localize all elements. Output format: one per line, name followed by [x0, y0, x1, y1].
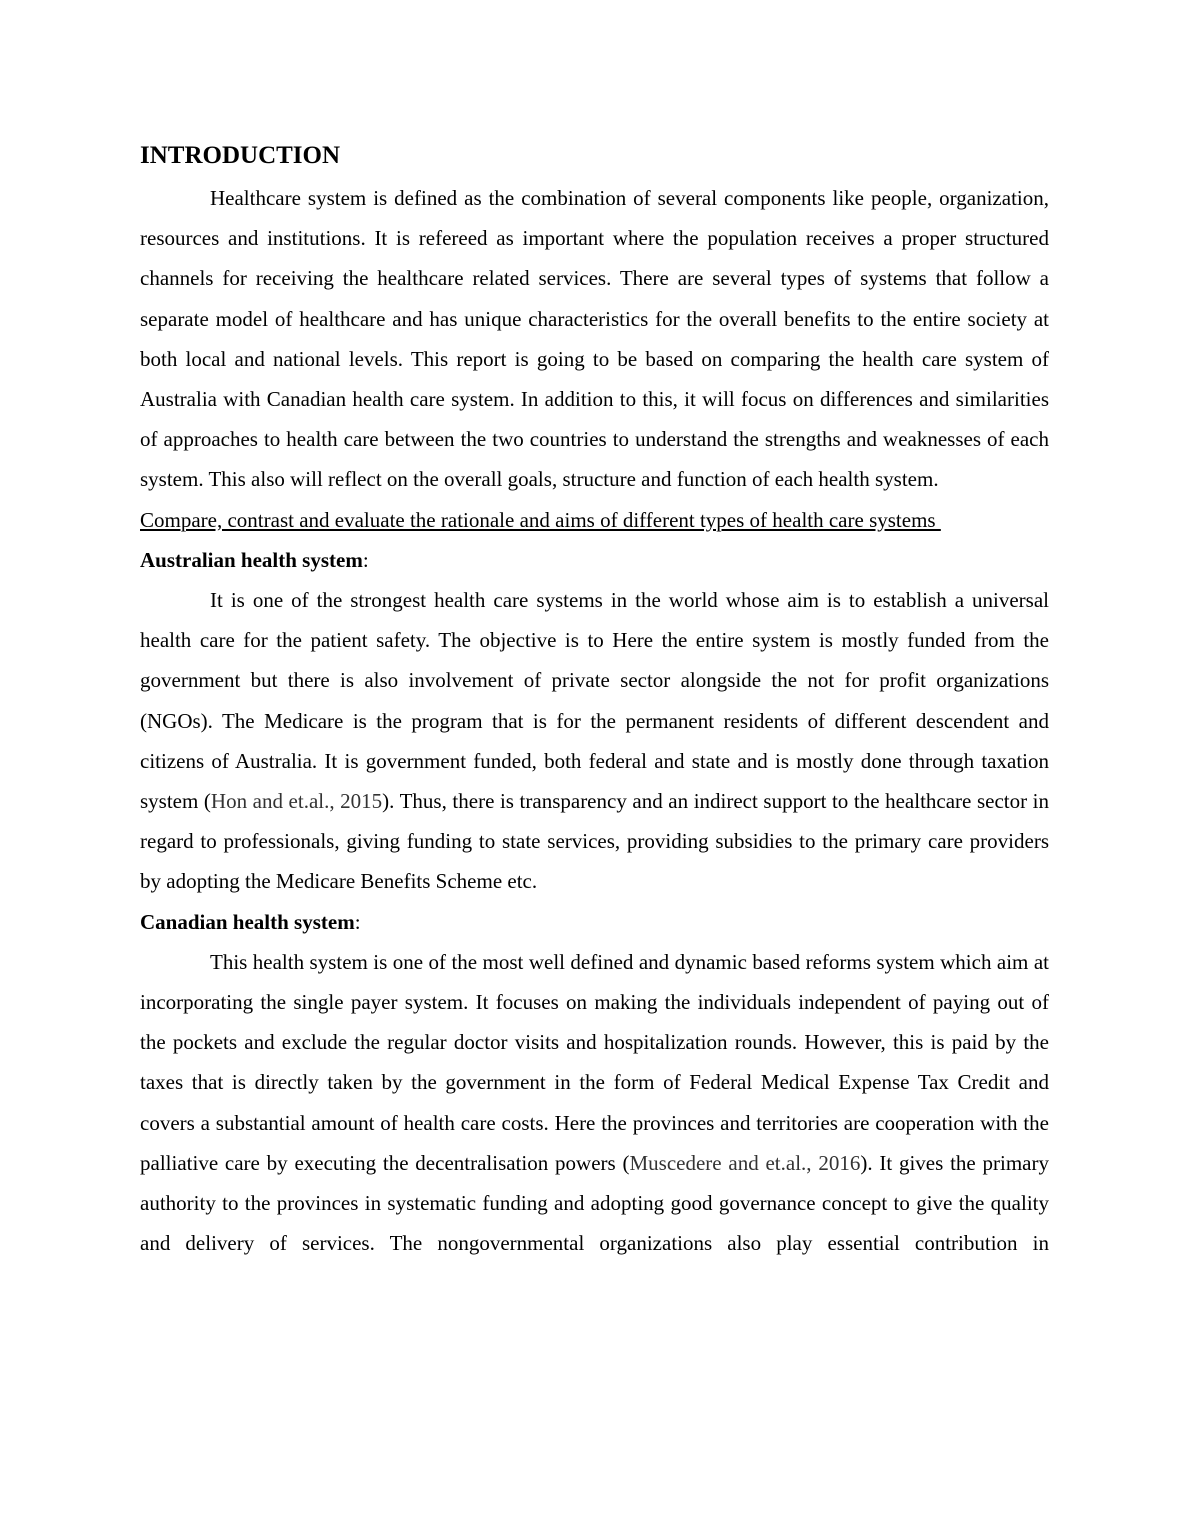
- australian-text-before: It is one of the strongest health care systems in the world whose aim is to establish a universal health care for the patient safety. The objective is to Here the entire system is mostly funded from the government but there is also involvement of private sector alongside the not for profit organizations (NGOs). The Medicare is the program that is for the permanent residents of different descendent and citizens of Australia. It is government funded, both federal and state and is mostly done through taxation system (: [140, 588, 1049, 814]
- introduction-paragraph: Healthcare system is defined as the combination of several components like people, organization, resources and institutions. It is refereed as important where the population receives a proper structured channels for receiving the healthcare related services. There are several types of systems that follow a separate model of healthcare and has unique characteristics for the overall benefits to the entire society at both local and national levels. This report is going to be based on comparing the health care system of Australia with Canadian health care system. In addition to this, it will focus on differences and similarities of approaches to health care between the two countries to understand the strengths and weaknesses of each system. This also will reflect on the overall goals, structure and function of each health system.: [140, 186, 1049, 492]
- canadian-text-before: This health system is one of the most well defined and dynamic based reforms system which aim at incorporating the single payer system. It focuses on making the individuals independent of paying out of the pockets and exclude the regular doctor visits and hospitalization rounds. However, this is paid by the taxes that is directly taken by the government in the form of Federal Medical Expense Tax Credit and covers a substantial amount of health care costs. Here the provinces and territories are cooperation with the palliative care by executing the decentralisation powers (: [140, 949, 1049, 1175]
- canadian-title: Canadian health system: [140, 909, 355, 934]
- canadian-paragraph: [140, 942, 1049, 1264]
- canadian-citation: Muscedere and et.al., 2016: [629, 1150, 861, 1175]
- australian-subheading: [140, 540, 1049, 580]
- canadian-subheading: [140, 902, 1049, 942]
- introduction-heading: INTRODUCTION: [140, 142, 341, 169]
- document-page: [140, 138, 1049, 1263]
- australian-title: Australian health system: [140, 547, 363, 572]
- canadian-colon: :: [354, 909, 361, 934]
- section-title: Compare, contrast and evaluate the rationale and aims of different types of health care systems: [140, 507, 941, 532]
- australian-paragraph: [140, 580, 1049, 902]
- australian-citation: Hon and et.al., 2015: [210, 789, 383, 814]
- australian-text-after: ). Thus, there is transparency and an indirect support to the healthcare sector in regard to professionals, giving funding to state services, providing subsidies to the primary care providers by adopting the Medicare Benefits Scheme etc.: [140, 789, 1049, 894]
- canadian-text-after: ). It gives the primary authority to the provinces in systematic funding and adopting good governance concept to give the quality and delivery of services. The nongovernmental organizations also play essential contribution in: [140, 1150, 1049, 1256]
- australian-colon: :: [362, 547, 369, 572]
